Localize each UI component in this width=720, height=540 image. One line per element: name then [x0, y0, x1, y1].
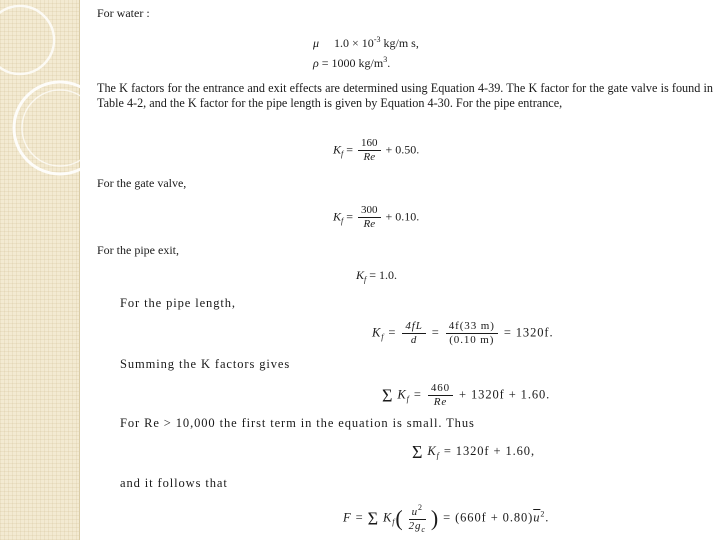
mu-units: kg/m s,	[383, 36, 419, 50]
eq-exit-k-sub: f	[364, 275, 367, 284]
equation-sum	[382, 382, 550, 409]
eq-final-u-sup: 2	[540, 509, 546, 519]
eq-final-end: .	[545, 510, 550, 525]
eq-sum-equals: =	[413, 387, 422, 402]
rho-end: .	[387, 56, 391, 70]
mu-symbol: μ	[313, 36, 320, 50]
eq-final-k-sub: f	[392, 517, 396, 527]
eq-length-fraction-1: $\frac{4fL}{d}$	[402, 320, 425, 347]
follows-label: and it follows that	[120, 476, 228, 490]
eq-length-equals: =	[388, 325, 397, 340]
intro-paragraph: The K factors for the entrance and exit effects are determined using Equation 4-39. The K factor for the gate valve is found in Table 4-2, and the K factor for the pipe length is given by Equation 4-30. For the pipe entrance,	[97, 81, 713, 110]
eq-sum2-k-sub: f	[436, 451, 440, 460]
density-line	[313, 53, 390, 70]
eq-sum2-rest: = 1320f + 1.60,	[443, 444, 535, 458]
eq-gate-fraction: $\frac{300}{Re}$	[358, 204, 381, 231]
eq-gate-k-sub: f	[341, 216, 344, 226]
eq-sum2-sigma: Σ	[412, 442, 424, 463]
equation-exit	[356, 268, 397, 287]
eq-final-rest: = (660f + 0.80)	[443, 510, 534, 525]
eq-exit-rest: = 1.0.	[369, 268, 398, 282]
eq-final-paren-open: (	[395, 505, 404, 531]
eq-entrance-k-sub: f	[341, 149, 344, 159]
eq-gate-equals: =	[346, 209, 354, 224]
pipe-length-label: For the pipe length,	[120, 296, 236, 310]
mu-value: 1.0 × 10	[334, 36, 374, 50]
mu-exponent: -3	[373, 35, 381, 44]
eq-gate-k: K	[333, 209, 342, 224]
rho-symbol: ρ	[313, 56, 319, 70]
summing-label: Summing the K factors gives	[120, 357, 291, 371]
eq-length-k-sub: f	[381, 332, 385, 342]
eq-sum-k-sub: f	[406, 394, 410, 404]
reynolds-label: For Re > 10,000 the first term in the equation is small. Thus	[120, 416, 475, 430]
gate-valve-label: For the gate valve,	[97, 176, 187, 190]
eq-gate-rest: + 0.10.	[385, 209, 420, 224]
eq-length-fraction-2: $\frac{4f(33 m)}{(0.10 m)}$	[446, 320, 498, 347]
eq-sum2-k: K	[427, 444, 437, 458]
eq-entrance-rest: + 0.50.	[385, 142, 420, 157]
equation-entrance	[333, 137, 419, 164]
eq-entrance-equals: =	[346, 142, 354, 157]
rho-exponent: 3	[383, 55, 388, 64]
equation-gate	[333, 204, 419, 231]
eq-final-fraction: $\frac{u^2}{2g_c}$	[408, 503, 426, 534]
eq-length-k: K	[372, 325, 382, 340]
eq-final-sigma: Σ	[367, 508, 379, 529]
eq-sum-k: K	[397, 387, 407, 402]
eq-final-f: F	[343, 510, 352, 525]
for-water-label: For water :	[97, 6, 150, 20]
eq-sum-sigma: Σ	[382, 385, 394, 406]
equation-length	[372, 320, 553, 347]
eq-final-equals: =	[355, 510, 364, 525]
eq-sum-rest: + 1320f + 1.60.	[459, 387, 551, 402]
rho-value: = 1000 kg/m	[321, 56, 384, 70]
viscosity-line	[313, 33, 419, 50]
eq-final-k: K	[382, 510, 393, 525]
equation-sum-2	[412, 444, 535, 463]
eq-final-u: $\overline{u}$	[533, 510, 541, 525]
eq-length-rest: = 1320f.	[503, 325, 554, 340]
equation-final	[343, 501, 549, 536]
eq-final-paren-close: )	[430, 505, 440, 531]
eq-entrance-fraction: $\frac{160}{Re}$	[358, 137, 381, 164]
eq-exit-k: K	[356, 268, 365, 282]
eq-entrance-k: K	[333, 142, 342, 157]
decorative-side-strip	[0, 0, 80, 540]
eq-sum-fraction: $\frac{460}{Re}$	[428, 382, 453, 409]
pipe-exit-label: For the pipe exit,	[97, 243, 179, 257]
eq-length-equals-2: =	[431, 325, 440, 340]
